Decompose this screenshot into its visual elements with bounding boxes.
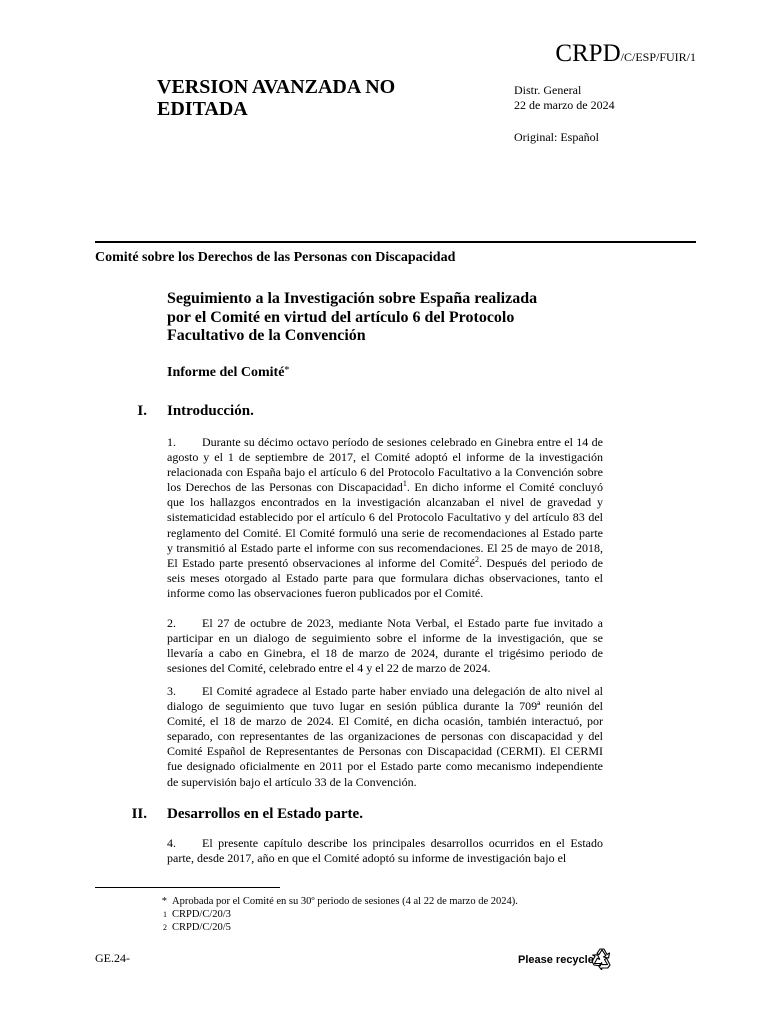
committee-name: Comité sobre los Derechos de las Personas con Discapacidad xyxy=(95,250,456,265)
paragraph-number: 1. xyxy=(167,435,176,449)
footnote xyxy=(150,909,518,922)
footnote-mark: 2 xyxy=(163,922,167,932)
recycle-icon xyxy=(590,946,614,970)
document-title xyxy=(167,290,607,346)
paragraph-text: . En dicho informe el Comité concluyó que los hallazgos encontrados en la investigación alcanzaban el nivel de gravedad y sistematicidad establecido por el artículo 6 del Protocolo Facultativo y del artículo 83 del reglamento del Comité. El Comité formuló una serie de recomendaciones al Estado parte y transmitió al Estado parte el informe con sus recomendaciones. El 25 de mayo de 2018, El Estado parte presentó observaciones al informe del Comité xyxy=(167,480,603,570)
document-title-line-2: por el Comité en virtud del artículo 6 del Protocolo xyxy=(167,308,515,326)
footnote-ref: 2 xyxy=(474,554,479,564)
paragraph-3 xyxy=(167,684,603,790)
paragraph-number: 2. xyxy=(167,616,176,630)
footnote-text: CRPD/C/20/3 xyxy=(172,908,231,920)
footnotes xyxy=(150,896,518,934)
original-language: Original: Español xyxy=(514,130,599,144)
report-heading xyxy=(167,365,289,381)
section-number: I. xyxy=(137,403,147,419)
ge-document-code: GE.24- xyxy=(95,951,130,965)
footnote-text: Aprobada por el Comité en su 30º periodo de sesiones (4 al 22 de marzo de 2024). xyxy=(172,896,518,907)
recycle-label: Please recycle xyxy=(518,954,594,966)
section-title: Desarrollos en el Estado parte. xyxy=(167,806,363,822)
document-date: 22 de marzo de 2024 xyxy=(514,98,615,112)
document-title-line-3: Facultativo de la Convención xyxy=(167,327,366,344)
section-title: Introducción. xyxy=(167,403,254,419)
document-symbol-suffix: /C/ESP/FUIR/1 xyxy=(620,50,696,64)
document-symbol xyxy=(555,40,696,68)
report-heading-text: Informe del Comité xyxy=(167,365,285,380)
paragraph-number: 3. xyxy=(167,684,176,698)
paragraph-number: 4. xyxy=(167,836,176,850)
version-notice xyxy=(157,76,395,120)
report-heading-footnote-mark: * xyxy=(284,365,290,376)
section-number: II. xyxy=(131,806,147,822)
version-notice-line-2: EDITADA xyxy=(157,98,248,120)
header-divider xyxy=(95,241,696,243)
paragraph-text: El presente capítulo describe los principales desarrollos ocurridos en el Estado parte, desde 2017, año en que el Comité adoptó su informe de investigación bajo el xyxy=(167,836,603,866)
footnote-mark: * xyxy=(161,896,167,907)
footnote xyxy=(150,896,518,909)
paragraph-text: El Comité agradece al Estado parte haber enviado una delegación de alto nivel al dialogo de seguimiento que tuvo lugar en sesión pública durante la 709ª reunión del Comité, el 18 de marzo de 2024. El Comité, en dicha ocasión, también interactuó, por separado, con representantes de las organizaciones de personas con discapacidad y del Comité Español de Representantes de Personas con Discapacidad (CERMI). El CERMI fue designado oficialmente en 2011 por el Estado parte como mecanismo independiente de supervisión bajo el artículo 33 de la Convención. xyxy=(167,684,603,789)
version-notice-line-1: VERSION AVANZADA NO xyxy=(157,76,396,98)
footnote-text: CRPD/C/20/5 xyxy=(172,921,231,933)
footnote xyxy=(150,922,518,935)
paragraph-2 xyxy=(167,616,603,676)
document-symbol-main: CRPD xyxy=(555,40,621,67)
footnote-mark: 1 xyxy=(163,909,167,919)
distribution-block xyxy=(514,83,615,113)
document-title-line-1: Seguimiento a la Investigación sobre España realizada xyxy=(167,290,538,307)
paragraph-1 xyxy=(167,435,603,601)
footnote-ref: 1 xyxy=(402,479,407,489)
footnote-divider xyxy=(95,887,280,888)
paragraph-text: . Después del periodo de seis meses otorgado al Estado parte para que formulara dichas observaciones, tanto el informe como las observaciones fueron publicados por el Comité. xyxy=(167,555,603,600)
paragraph-text: El 27 de octubre de 2023, mediante Nota Verbal, el Estado parte fue invitado a participar en un dialogo de seguimiento sobre el informe de la investigación, que se llevaría a cabo en Ginebra, el 18 de marzo de 2024, durante el trigésimo periodo de sesiones del Comité, celebrado entre el 4 y el 22 de marzo de 2024. xyxy=(167,616,603,676)
distribution-label: Distr. General xyxy=(514,83,582,97)
paragraph-text: Durante su décimo octavo período de sesiones celebrado en Ginebra entre el 14 de agosto y el 1 de septiembre de 2017, el Comité adoptó el informe de la investigación relacionada con España bajo el artículo 6 del Protocolo Facultativo a la Convención sobre los Derechos de las Personas con Discapacidad xyxy=(167,435,603,495)
paragraph-4 xyxy=(167,836,603,866)
